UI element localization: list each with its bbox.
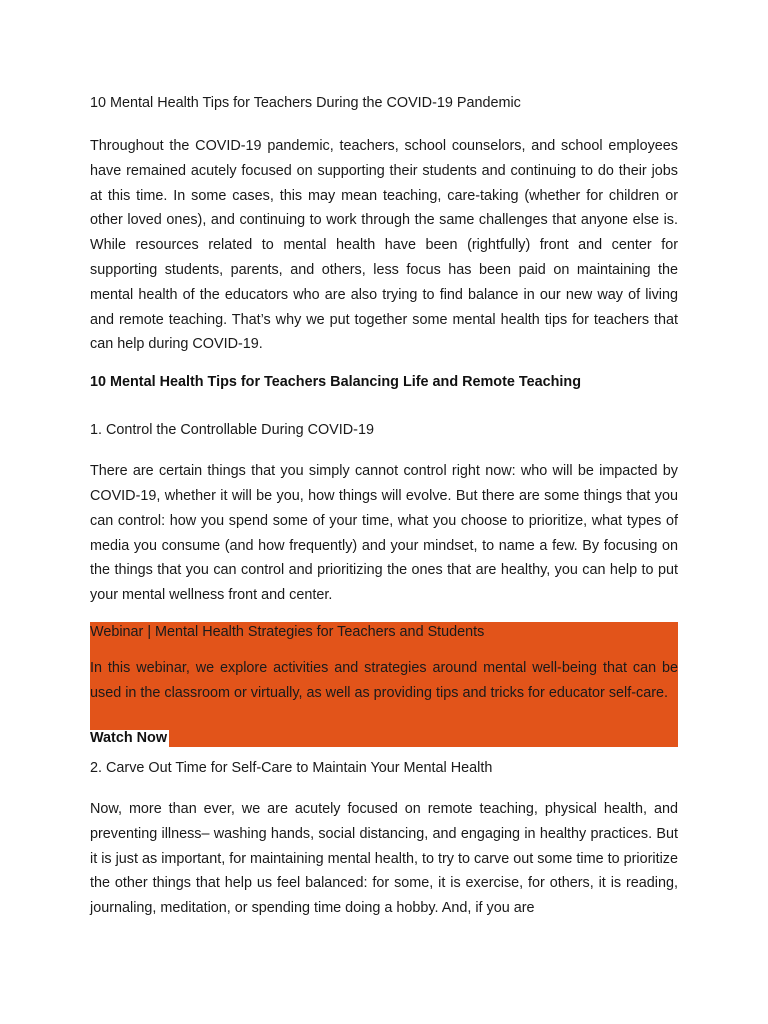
document-title: 10 Mental Health Tips for Teachers During the COVID-19 Pandemic [90, 95, 521, 111]
section-heading: 10 Mental Health Tips for Teachers Balancing Life and Remote Teaching [90, 374, 581, 391]
tip-2-heading: 2. Carve Out Time for Self-Care to Maintain Your Mental Health [90, 759, 493, 776]
tip-1-heading: 1. Control the Controllable During COVID-19 [90, 422, 374, 439]
tip-2-body: Now, more than ever, we are acutely focused on remote teaching, physical health, and preventing illness– washing hands, social distancing, and engaging in healthy practices. But it is just as important, for maintaining mental health, to try to carve out some time to prioritize the other things that help us feel balanced: for some, it is exercise, for others, it is reading, journaling, meditation, or spending time doing a hobby. And, if you are [90, 800, 678, 917]
webinar-promo-box [90, 622, 678, 747]
intro-paragraph: Throughout the COVID-19 pandemic, teachers, school counselors, and school employees have remained acutely focused on supporting their students and continuing to do their jobs at this time. In some cases, this may mean teaching, care-taking (whether for children or other loved ones), and continuing to work through the same challenges that anyone else is. While resources related to mental health have been (rightfully) front and center for supporting students, parents, and others, less focus has been paid on maintaining the mental health of the educators who are also trying to find balance in our new way of living and remote teaching. That’s why we put together some mental health tips for teachers that can help during COVID-19. [90, 138, 678, 353]
webinar-promo-text: In this webinar, we explore activities and strategies around mental well-being that can be used in the classroom or virtually, as well as providing tips and tricks for educator self-care. [90, 659, 678, 701]
watch-now-link[interactable]: Watch Now [90, 729, 168, 746]
webinar-promo-title[interactable]: Webinar | Mental Health Strategies for Teachers and Students [90, 623, 485, 640]
document-page [90, 92, 678, 935]
tip-1-body: There are certain things that you simply cannot control right now: who will be impacted by COVID-19, whether it will be you, how things will evolve. But there are some things that you can control: how you spend some of your time, what you choose to prioritize, what types of media you consume (and how frequently) and your mindset, to name a few. By focusing on the things that you can control and prioritizing the ones that are healthy, you can help to put your mental wellness front and center. [90, 463, 678, 604]
